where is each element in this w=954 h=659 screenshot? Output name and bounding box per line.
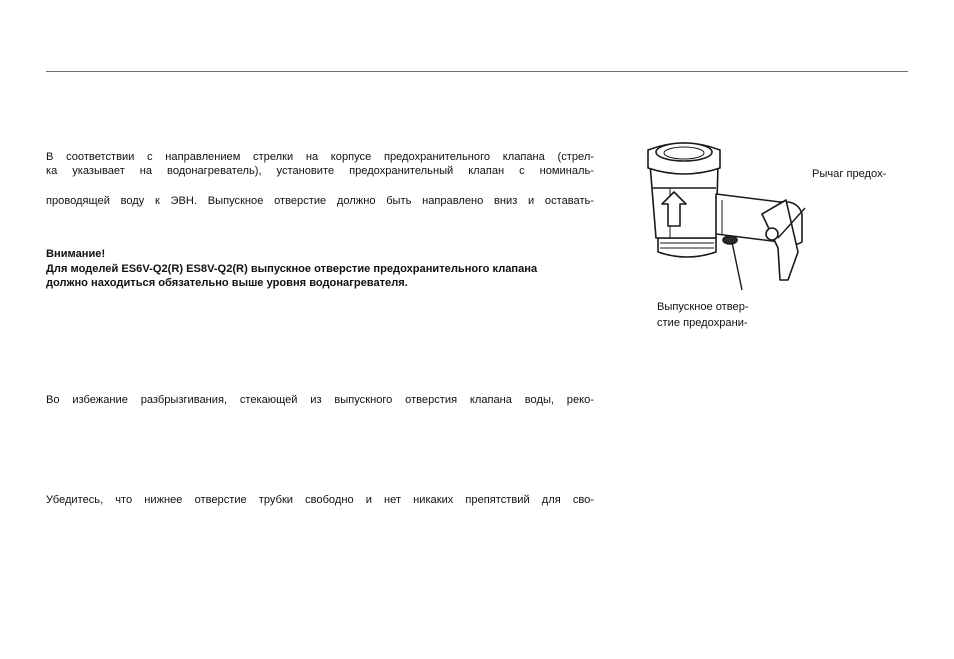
section3-line1: Убедитесь, что нижнее отверстие трубки свободно и нет никаких препятствий для сво- — [46, 494, 594, 506]
lever-label: Рычаг предох- — [812, 168, 887, 180]
outlet-label-line1: Выпускное отвер- — [657, 301, 749, 313]
section1-line2: ка указывает на водонагреватель), установите предохранительный клапан с номиналь- — [46, 165, 594, 177]
outlet-label-line2: стие предохрани- — [657, 317, 748, 329]
section2-line1: Во избежание разбрызгивания, стекающей из выпускного отверстия клапана воды, реко- — [46, 394, 594, 406]
warning-line1: Для моделей ES6V-Q2(R) ES8V-Q2(R) выпускное отверстие предохранительного клапана — [46, 263, 538, 275]
safety-valve-figure — [630, 130, 930, 350]
header-rule — [46, 71, 908, 72]
warning-heading: Внимание! — [46, 248, 106, 260]
section1-line1: В соответствии с направлением стрелки на корпусе предохранительного клапана (стрел- — [46, 151, 594, 163]
section1-line3: проводящей воду к ЭВН. Выпускное отверстие должно быть направлено вниз и оставать- — [46, 195, 594, 207]
warning-line2: должно находиться обязательно выше уровня водонагревателя. — [46, 277, 408, 289]
